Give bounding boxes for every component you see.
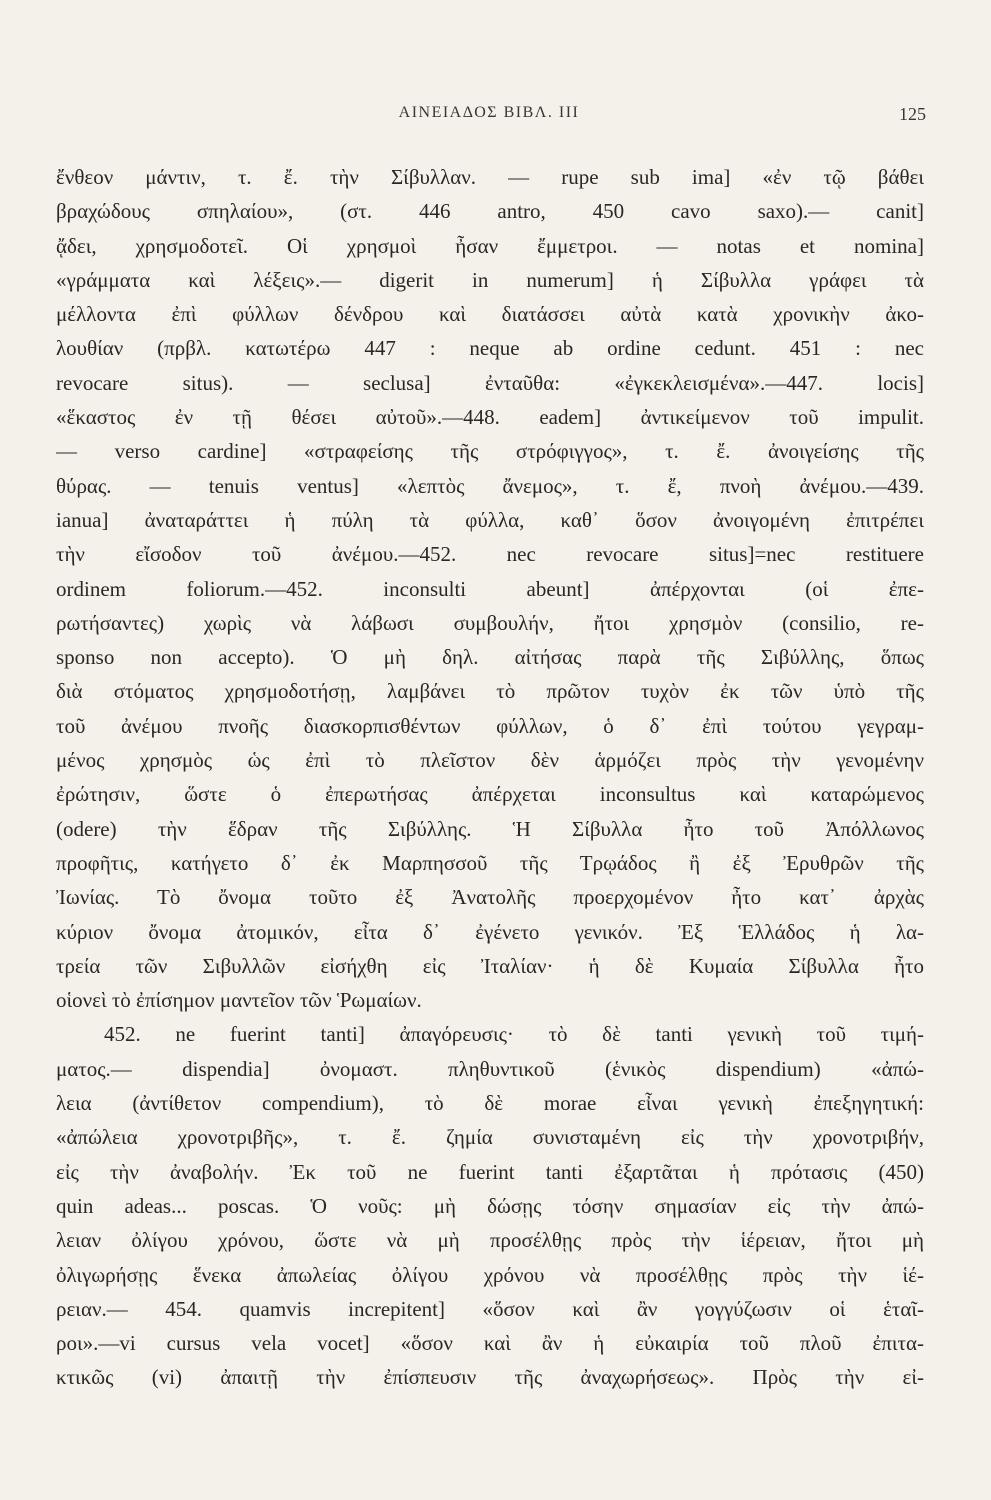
commentary-text [56,160,924,1395]
text-line: τοῦ ἀνέμου πνοῆς διασκορπισθέντων φύλλων, ὁ δ᾽ ἐπὶ τούτου γεγραμ- [56,713,924,738]
text-line: «ἀπώλεια χρονοτριβῆς», τ. ἔ. ζημία συνισταμένη εἰς τὴν χρονοτριβήν, [56,1125,924,1150]
text-line: μέλλοντα ἐπὶ φύλλων δένδρου καὶ διατάσσει αὐτὰ κατὰ χρονικὴν ἀκο- [56,302,924,327]
text-line: revocare situs). — seclusa] ἐνταῦθα: «ἐγκεκλεισμένα».—447. locis] [56,370,924,395]
text-line: Ἰωνίας. Τὸ ὄνομα τοῦτο ἐξ Ἀνατολῆς προερχομένον ἦτο κατ᾽ ἀρχὰς [56,885,924,910]
text-line: προφῆτις, κατήγετο δ᾽ ἐκ Μαρπησσοῦ τῆς Τρῳάδος ἢ ἐξ Ἐρυθρῶν τῆς [56,850,924,875]
page-number: 125 [899,104,926,124]
text-line: ianua] ἀναταράττει ἡ πύλη τὰ φύλλα, καθ᾽ ὅσον ἀνοιγομένη ἐπιτρέπει [56,507,924,532]
text-line: ὀλιγωρήσῃς ἕνεκα ἀπωλείας ὀλίγου χρόνου νὰ προσέλθῃς πρὸς τὴν ἱέ- [56,1262,924,1287]
text-line: ἔνθεον μάντιν, τ. ἔ. τὴν Σίβυλλαν. — rupe sub ima] «ἐν τῷ βάθει [56,165,924,189]
text-line: «γράμματα καὶ λέξεις».— digerit in numerum] ἡ Σίβυλλα γράφει τὰ [56,267,924,292]
text-line: μένος χρησμὸς ὡς ἐπὶ τὸ πλεῖστον δὲν ἁρμόζει πρὸς τὴν γενομένην [56,748,924,773]
text-line: ρωτήσαντες) χωρὶς νὰ λάβωσι συμβουλήν, ἤτοι χρησμὸν (consilio, re- [56,610,924,635]
text-line: ordinem foliorum.—452. inconsulti abeunt] ἀπέρχονται (οἱ ἐπε- [56,576,924,601]
running-title: ΑΙΝΕΙΑΔΟΣ ΒΙΒΛ. ΙΙΙ [398,104,580,121]
text-line: ἐρώτησιν, ὥστε ὁ ἐπερωτήσας ἀπέρχεται inconsultus καὶ καταρώμενος [56,782,924,807]
text-line: ᾄδει, χρησμοδοτεῖ. Οἱ χρησμοὶ ἦσαν ἔμμετροι. — notas et nomina] [56,233,924,258]
text-line: εἰς τὴν ἀναβολήν. Ἐκ τοῦ ne fuerint tanti ἐξαρτᾶται ἡ πρότασις (450) [56,1159,924,1184]
text-line: κτικῶς (vi) ἀπαιτῇ τὴν ἐπίσπευσιν τῆς ἀναχωρήσεως». Πρὸς τὴν εἰ- [56,1365,924,1390]
text-line: ροι».—vi cursus vela vocet] «ὅσον καὶ ἂν ἡ εὐκαιρία τοῦ πλοῦ ἐπιτα- [56,1331,924,1356]
text-line: quin adeas... poscas. Ὁ νοῦς: μὴ δώσῃς τόσην σημασίαν εἰς τὴν ἀπώ- [56,1193,924,1218]
text-line: οἱονεὶ τὸ ἐπίσημον μαντεῖον τῶν Ῥωμαίων. [56,988,422,1013]
text-line: — verso cardine] «στραφείσης τῆς στρόφιγγος», τ. ἔ. ἀνοιγείσης τῆς [56,439,924,464]
text-line: «ἕκαστος ἐν τῇ θέσει αὐτοῦ».—448. eadem] ἀντικείμενον τοῦ impulit. [56,405,924,430]
text-line: (odere) τὴν ἕδραν τῆς Σιβύλλης. Ἡ Σίβυλλα ἦτο τοῦ Ἀπόλλωνος [56,816,924,841]
text-line: διὰ στόματος χρησμοδοτήσῃ, λαμβάνει τὸ πρῶτον τυχὸν ἐκ τῶν ὑπὸ τῆς [56,679,924,704]
text-line: θύρας. — tenuis ventus] «λεπτὸς ἄνεμος», τ. ἔ, πνοὴ ἀνέμου.—439. [56,473,924,498]
text-line: τὴν εἴσοδον τοῦ ἀνέμου.—452. nec revocare situs]=nec restituere [56,542,924,567]
text-line: λειαν ὀλίγου χρόνου, ὥστε νὰ μὴ προσέλθῃς πρὸς τὴν ἱέρειαν, ἤτοι μὴ [56,1228,924,1253]
text-line: λουθίαν (πρβλ. κατωτέρω 447 : neque ab ordine cedunt. 451 : nec [56,336,924,361]
text-line: κύριον ὄνομα ἀτομικόν, εἶτα δ᾽ ἐγένετο γενικόν. Ἐξ Ἑλλάδος ἡ λα- [56,919,924,944]
text-line: 452. ne fuerint tanti] ἀπαγόρευσις· τὸ δὲ tanti γενικὴ τοῦ τιμή- [104,1022,924,1047]
text-line: τρεία τῶν Σιβυλλῶν εἰσήχθη εἰς Ἰταλίαν· ἡ δὲ Κυμαία Σίβυλλα ἦτο [56,953,924,978]
running-head [58,104,926,134]
text-line: ρειαν.— 454. quamvis increpitent] «ὅσον καὶ ἂν γογγύζωσιν οἱ ἑταῖ- [56,1296,924,1321]
text-line: λεια (ἀντίθετον compendium), τὸ δὲ morae εἶναι γενικὴ ἐπεξηγητική: [56,1091,924,1116]
text-line: βραχώδους σπηλαίου», (στ. 446 antro, 450 cavo saxo).— canit] [56,199,924,224]
text-line: sponso non accepto). Ὁ μὴ δηλ. αἰτήσας παρὰ τῆς Σιβύλλης, ὅπως [56,645,924,670]
text-line: ματος.— dispendia] ὀνομαστ. πληθυντικοῦ (ἑνικὸς dispendium) «ἀπώ- [56,1056,924,1081]
